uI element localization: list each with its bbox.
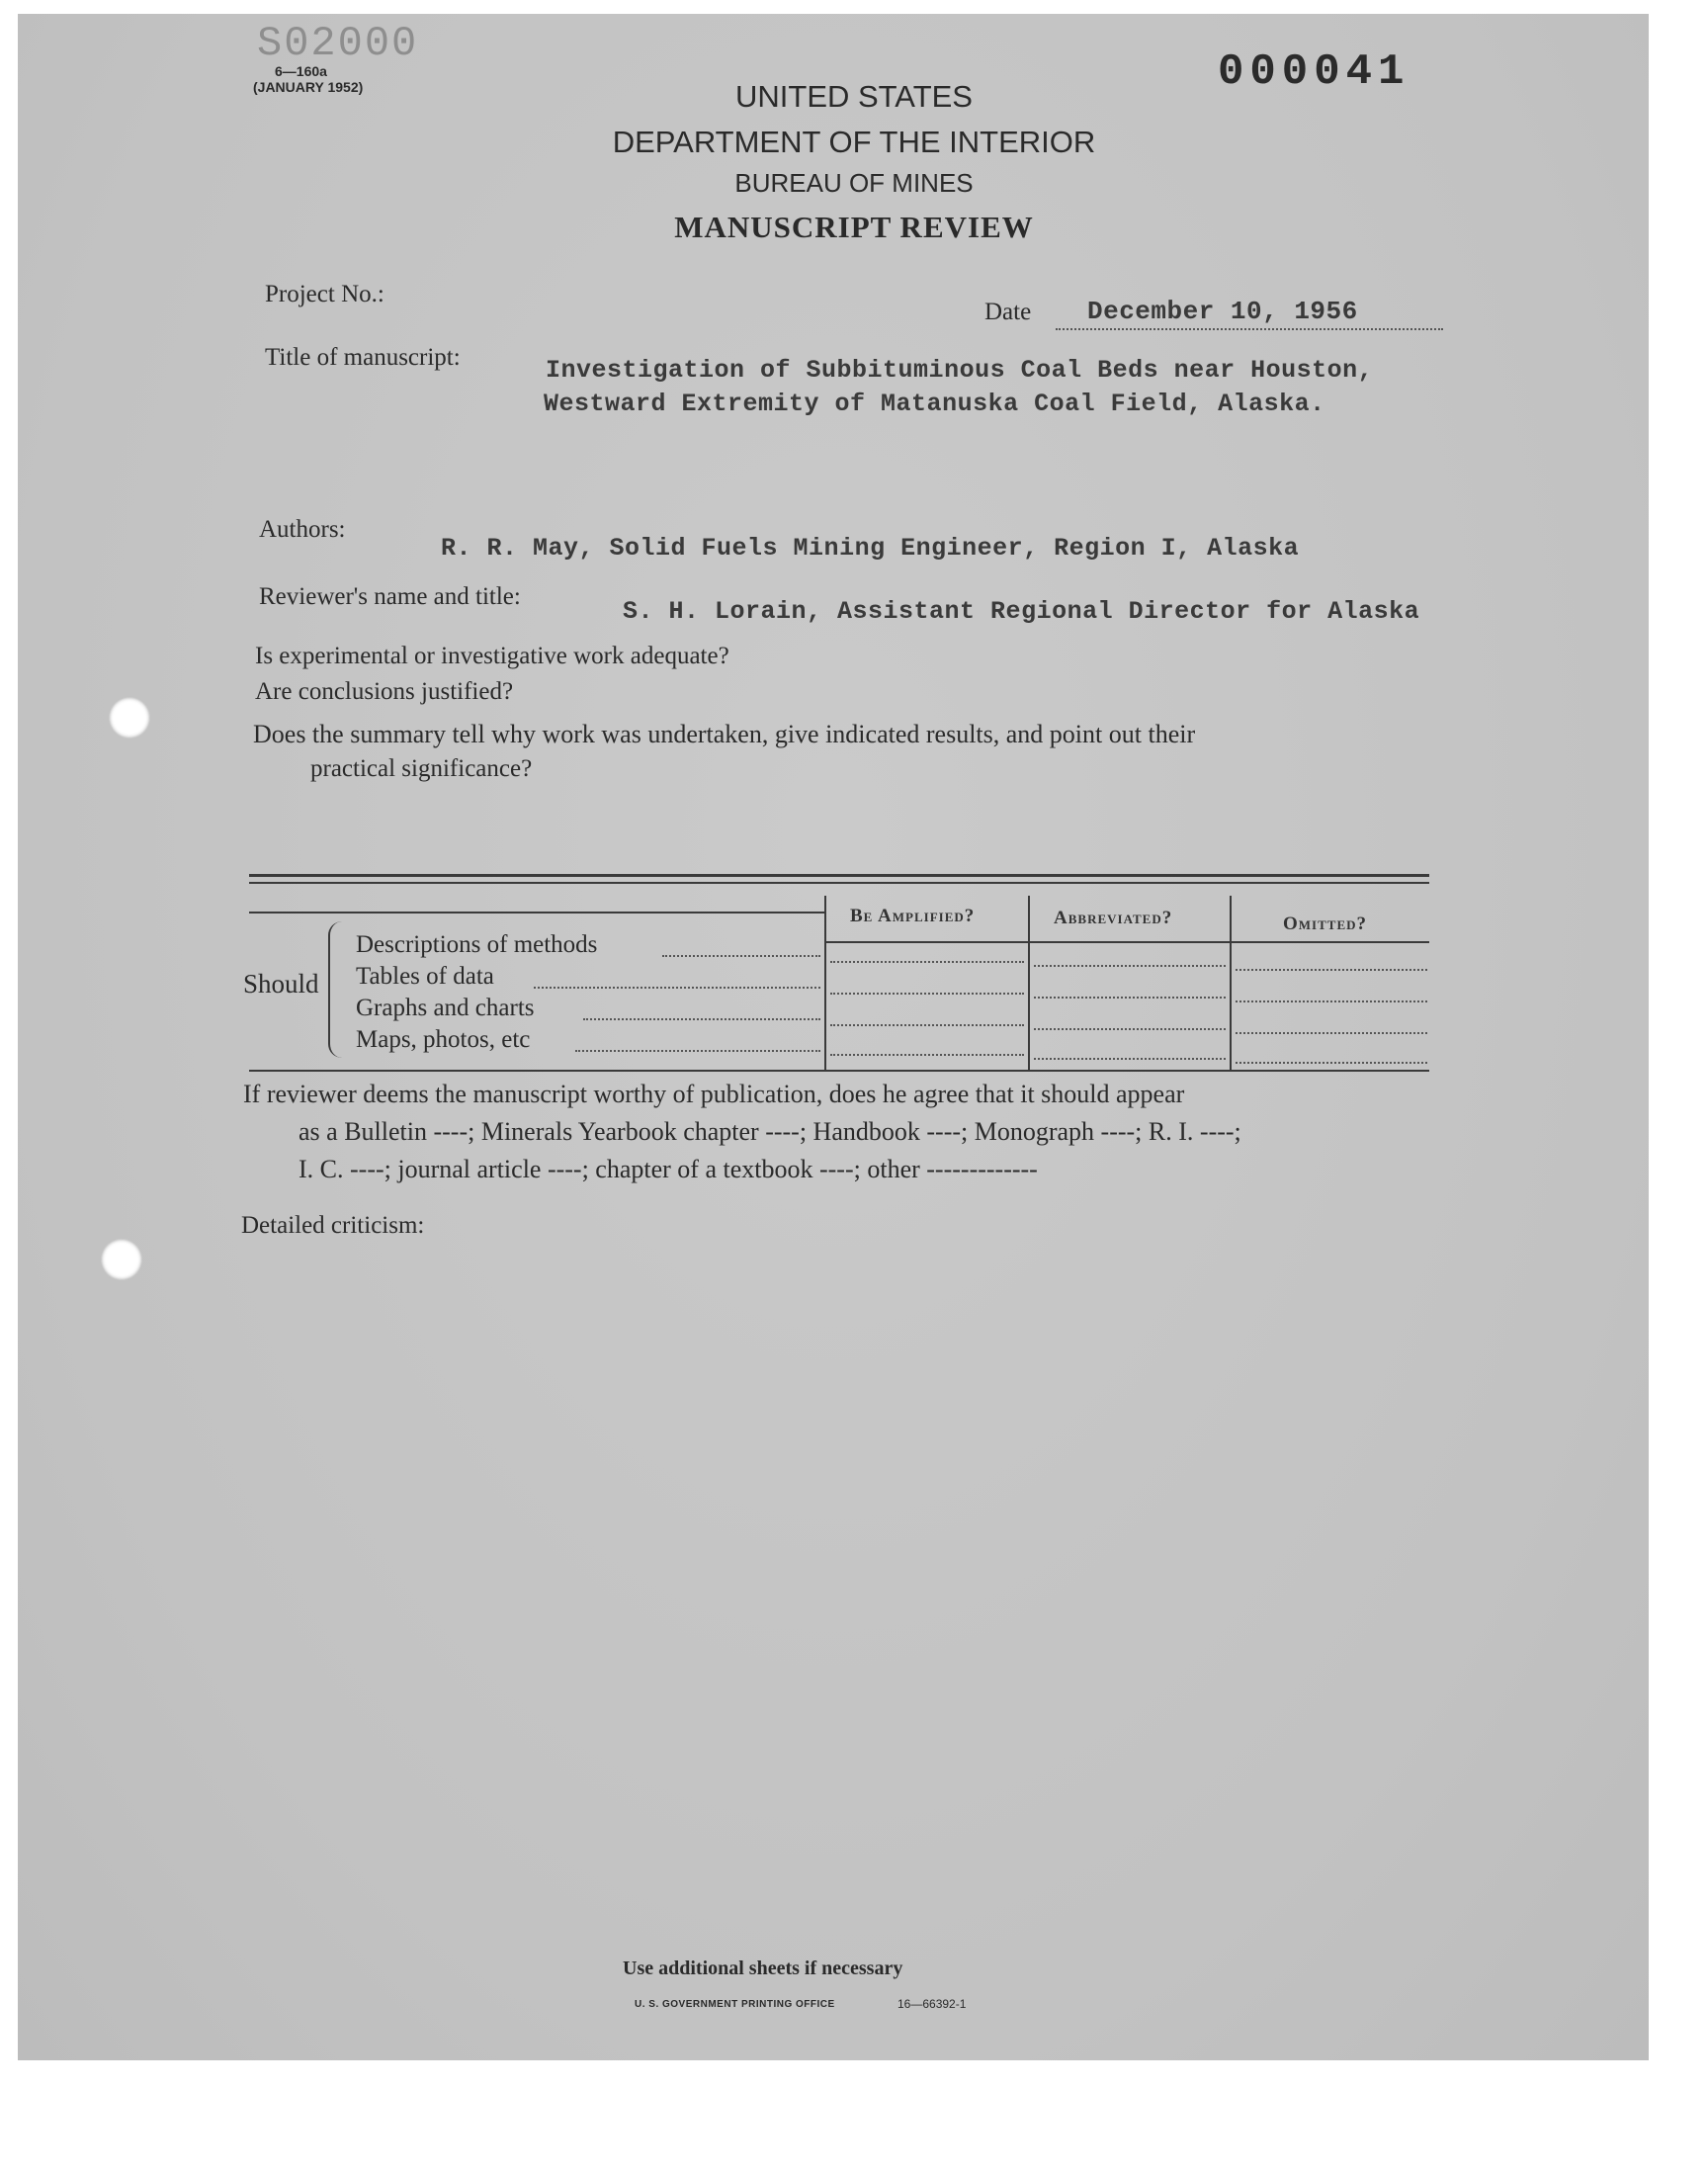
- title-label: Title of manuscript:: [265, 344, 461, 371]
- date-field: [1056, 293, 1443, 330]
- date-label: Date: [984, 299, 1032, 325]
- org-line-3: BUREAU OF MINES: [734, 168, 974, 198]
- punch-hole-lower: [101, 1239, 142, 1280]
- document-stamp: S02000: [257, 20, 419, 67]
- punch-hole-upper: [109, 697, 150, 739]
- org-line-1: UNITED STATES: [735, 79, 973, 114]
- project-label: Project No.:: [265, 281, 384, 307]
- form-title: MANUSCRIPT REVIEW: [674, 210, 1034, 244]
- row-maps: Maps, photos, etc: [356, 1026, 531, 1053]
- date-value: December 10, 1956: [1087, 297, 1358, 326]
- publication-question-line-2: as a Bulletin ----; Minerals Yearbook chapter ----; Handbook ----; Monograph ----; R. I. ----;: [299, 1117, 1241, 1146]
- criticism-label: Detailed criticism:: [241, 1212, 425, 1239]
- title-value-line-2: Westward Extremity of Matanuska Coal Field, Alaska.: [544, 390, 1325, 418]
- reviewer-label: Reviewer's name and title:: [259, 583, 521, 610]
- serial-number: 000041: [1218, 47, 1410, 97]
- publication-question-line-3: I. C. ----; journal article ----; chapter of a textbook ----; other -------------: [299, 1155, 1038, 1183]
- question-conclusions: Are conclusions justified?: [255, 678, 514, 705]
- row-tables: Tables of data: [356, 963, 494, 990]
- title-value-line-1: Investigation of Subbituminous Coal Beds near Houston,: [546, 356, 1374, 385]
- should-label: Should: [243, 969, 319, 999]
- question-summary-line-1: Does the summary tell why work was undertaken, give indicated results, and point out their: [253, 720, 1196, 748]
- authors-label: Authors:: [259, 516, 346, 543]
- form-date: (JANUARY 1952): [253, 79, 364, 95]
- printer-code: 16—66392-1: [897, 1997, 967, 2011]
- form-number: 6—160a: [275, 63, 327, 79]
- publication-question-line-1: If reviewer deems the manuscript worthy of publication, does he agree that it should appear: [243, 1080, 1185, 1108]
- row-descriptions: Descriptions of methods: [356, 931, 598, 958]
- question-experimental: Is experimental or investigative work adequate?: [255, 643, 729, 669]
- authors-value: R. R. May, Solid Fuels Mining Engineer, Region I, Alaska: [441, 534, 1300, 563]
- column-omitted: Omitted?: [1283, 914, 1368, 934]
- brace-icon: [328, 921, 348, 1058]
- column-be-amplified: Be Amplified?: [850, 906, 976, 926]
- org-line-2: DEPARTMENT OF THE INTERIOR: [612, 125, 1096, 159]
- question-summary-line-2: practical significance?: [310, 755, 533, 782]
- column-abbreviated: Abbreviated?: [1054, 908, 1173, 928]
- footer-note: Use additional sheets if necessary: [623, 1958, 903, 1979]
- printer-name: U. S. GOVERNMENT PRINTING OFFICE: [635, 1999, 835, 2010]
- reviewer-value: S. H. Lorain, Assistant Regional Director for Alaska: [623, 597, 1420, 626]
- row-graphs: Graphs and charts: [356, 995, 535, 1021]
